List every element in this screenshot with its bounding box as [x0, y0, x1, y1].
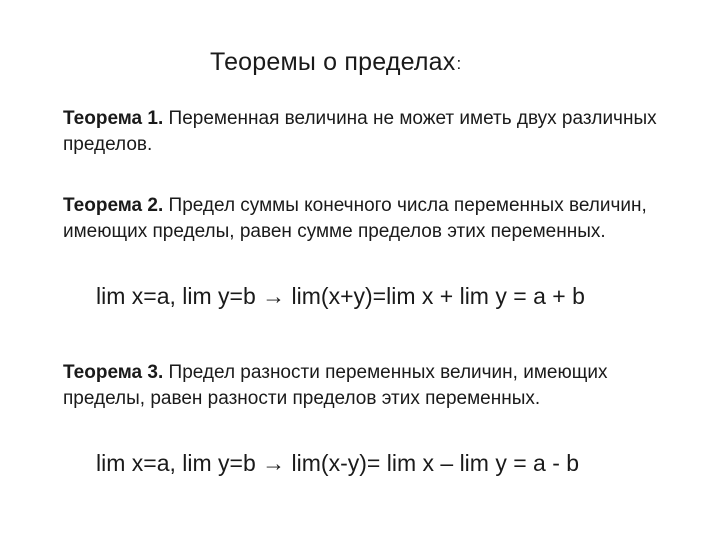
- theorem-3-label: Теорема 3.: [63, 362, 164, 383]
- theorem-3-formula: lim x=a, lim y=b → lim(x-y)= lim x – lim y = a - b: [96, 450, 580, 476]
- theorem-3-text: Предел разности переменных величин, имеющих пределы, равен разности пределов этих переменных.: [63, 362, 608, 409]
- theorem-1-label: Теорема 1.: [63, 108, 164, 129]
- theorem-1: [63, 106, 663, 158]
- theorem-2-text: Предел суммы конечного числа переменных величин, имеющих пределы, равен сумме пределов этих переменных.: [63, 195, 647, 242]
- theorem-2-label: Теорема 2.: [63, 195, 164, 216]
- slide-title: [210, 48, 461, 77]
- theorem-2: [63, 193, 663, 245]
- theorem-1-text: Переменная величина не может иметь двух различных пределов.: [63, 108, 657, 155]
- slide-title-text: Теоремы о пределах: [210, 48, 456, 76]
- theorem-2-formula: lim x=a, lim y=b → lim(x+y)=lim x + lim y = a + b: [96, 283, 585, 309]
- slide-title-colon: :: [456, 54, 462, 73]
- theorem-3: [63, 360, 663, 412]
